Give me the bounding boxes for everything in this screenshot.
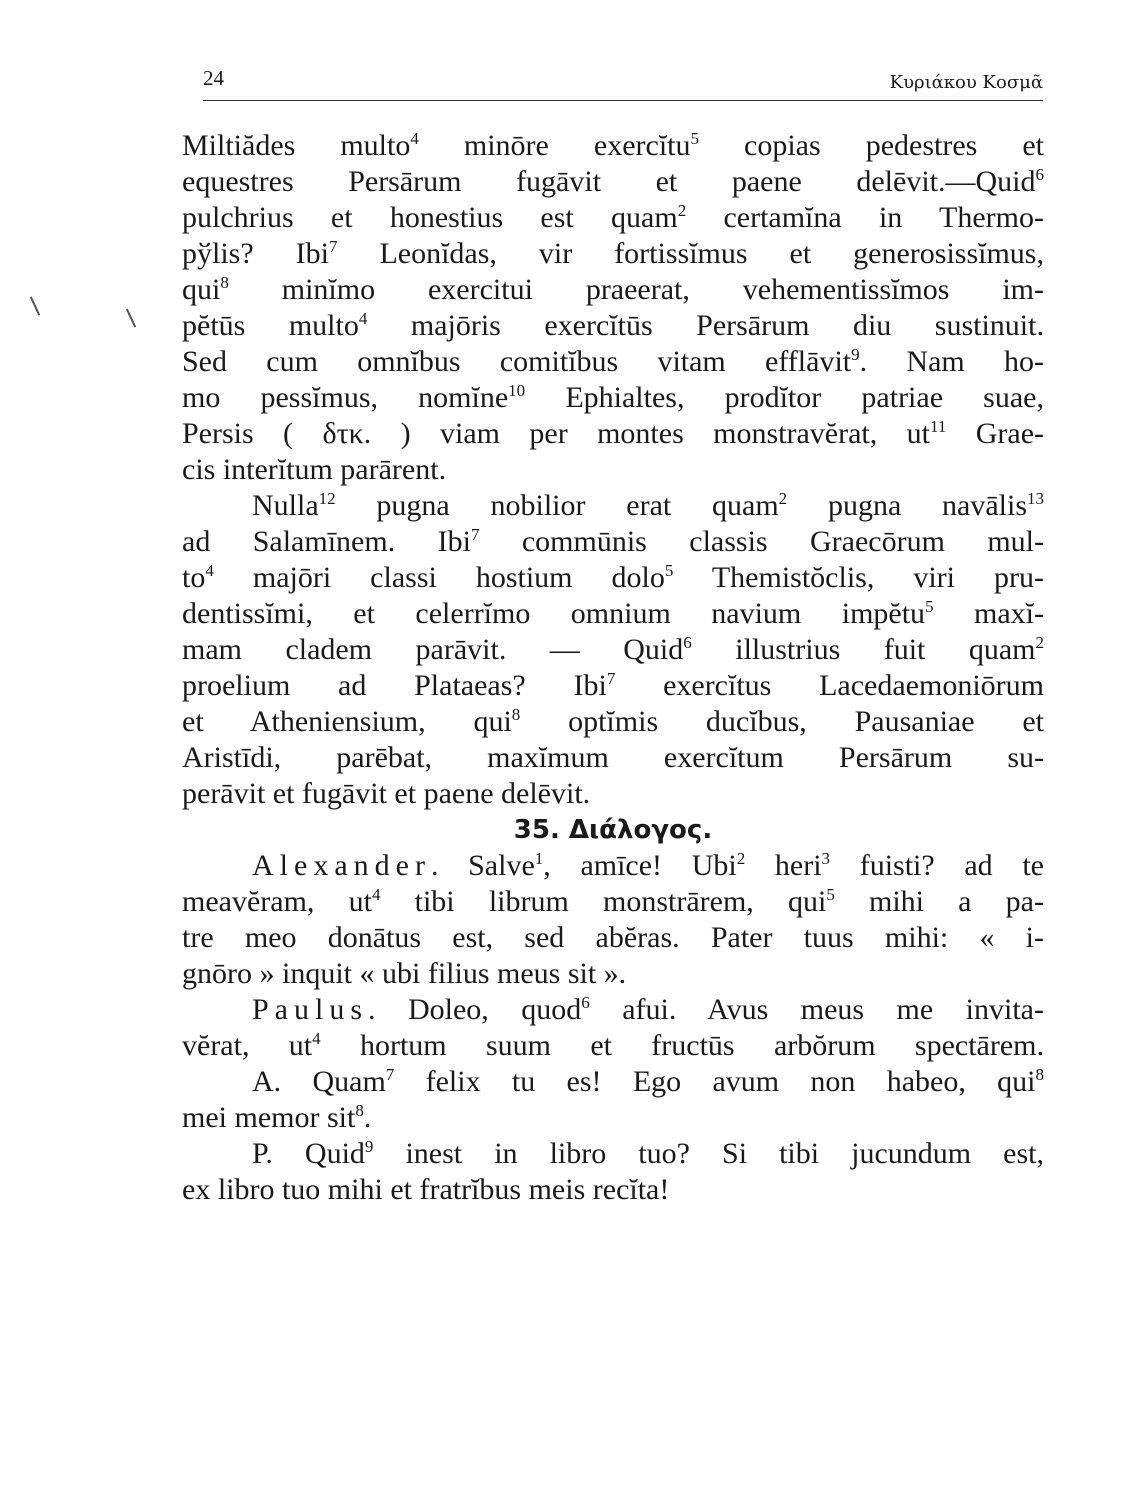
text-line: qui$^8$ minĭmo exercitui praeerat, vehementissĭmos im- (182, 273, 1044, 306)
text-line: $to^4$ majōri classi hostium dolo$^5$ Themistŏclis, viri pru- (182, 561, 1044, 594)
text-line: perāvit et fugāvit et paene delēvit. (182, 777, 591, 810)
text-line: P. Quid$^9$ inest in libro tuo? Si tibi jucundum est, (252, 1137, 1045, 1170)
page-number: 24 (203, 66, 224, 90)
text-line: Aristīdi, parēbat, maxĭmum exercĭtum Persārum su- (182, 741, 1044, 774)
text-line: Persis ( δτκ. ) viam per montes monstravĕrat, $ut^{11}$ Grae- (182, 417, 1045, 450)
text-line: Sed cum omnĭbus comitĭbus vitam efflāvit$^9$. Nam ho- (182, 345, 1044, 378)
text-line: A. Quam$^7$ felix tu es! Ego avum non habeo, qui$^8$ (252, 1065, 1045, 1098)
text-line: ad Salamīnem. Ibi$^7$ commūnis classis Graecōrum mul- (182, 525, 1044, 558)
running-title: Κυριάκου Κοσμᾶ (889, 72, 1043, 93)
text-line: vĕrat, $ut^4$ hortum suum et fructūs arbŏrum spectārem. (182, 1029, 1045, 1062)
text-line: pulchrius et honestius est quam$^2$ certamĭna in Thermo- (182, 201, 1044, 234)
section-heading: 35. Διάλογος. (513, 815, 713, 845)
text-line: ex libro tuo mihi et fratrĭbus meis recĭta! (182, 1173, 670, 1206)
text-line: gnōro » inquit « ubi filius meus sit ». (182, 957, 627, 990)
text-line: Paulus. Doleo, quod$^6$ afui. Avus meus me invita- (252, 993, 1044, 1026)
text-line: Nulla$^{12}$ pugna nobilior erat quam$^2$ pugna navālis$^{13}$ (252, 489, 1045, 522)
page-header (203, 66, 1043, 101)
text-line: meavĕram, $ut^4$ tibi librum monstrārem, qui$^5$ mihi a pa- (182, 885, 1044, 918)
text-line: pĕtūs multo$^4$ majōris exercĭtūs Persārum diu sustinuit. (182, 309, 1044, 342)
text-line: Miltiădes multo$^4$ minōre exercĭtu$^5$ copias pedestres et (182, 129, 1044, 162)
text-line: proelium ad Plataeas? Ibi$^7$ exercĭtus Lacedaemoniōrum (182, 669, 1044, 702)
margin-mark (126, 309, 136, 328)
text-line: mei memor sit$^8$. (182, 1101, 372, 1134)
text-line: pўlis? Ibi$^7$ Leonĭdas, vir fortissĭmus et generosissĭmus, (182, 237, 1044, 270)
text-line: mam cladem parāvit. — Quid$^6$ illustrius fuit quam$^2$ (182, 633, 1044, 666)
text-line: cis interĭtum parārent. (182, 453, 447, 486)
body-text (182, 128, 1044, 1208)
text-line: dentissĭmi, et celerrĭmo omnium navium impĕtu$^5$ maxĭ- (182, 597, 1045, 630)
text-line: equestres Persārum fugāvit et paene delēvit.—Quid$^6$ (182, 165, 1044, 198)
text-line: tre meo donātus est, sed abĕras. Pater tuus mihi: « i- (182, 921, 1044, 954)
text-line: mo pessĭmus, nomĭne$^{10}$ Ephialtes, prodĭtor patriae suae, (182, 381, 1044, 414)
margin-mark (30, 297, 40, 316)
text-line: et Atheniensium, qui$^8$ optĭmis ducĭbus, Pausaniae et (182, 705, 1044, 738)
text-line: Alexander. Salve$^1$, amīce! Ubi$^2$ heri$^3$ fuisti? ad te (252, 849, 1044, 882)
